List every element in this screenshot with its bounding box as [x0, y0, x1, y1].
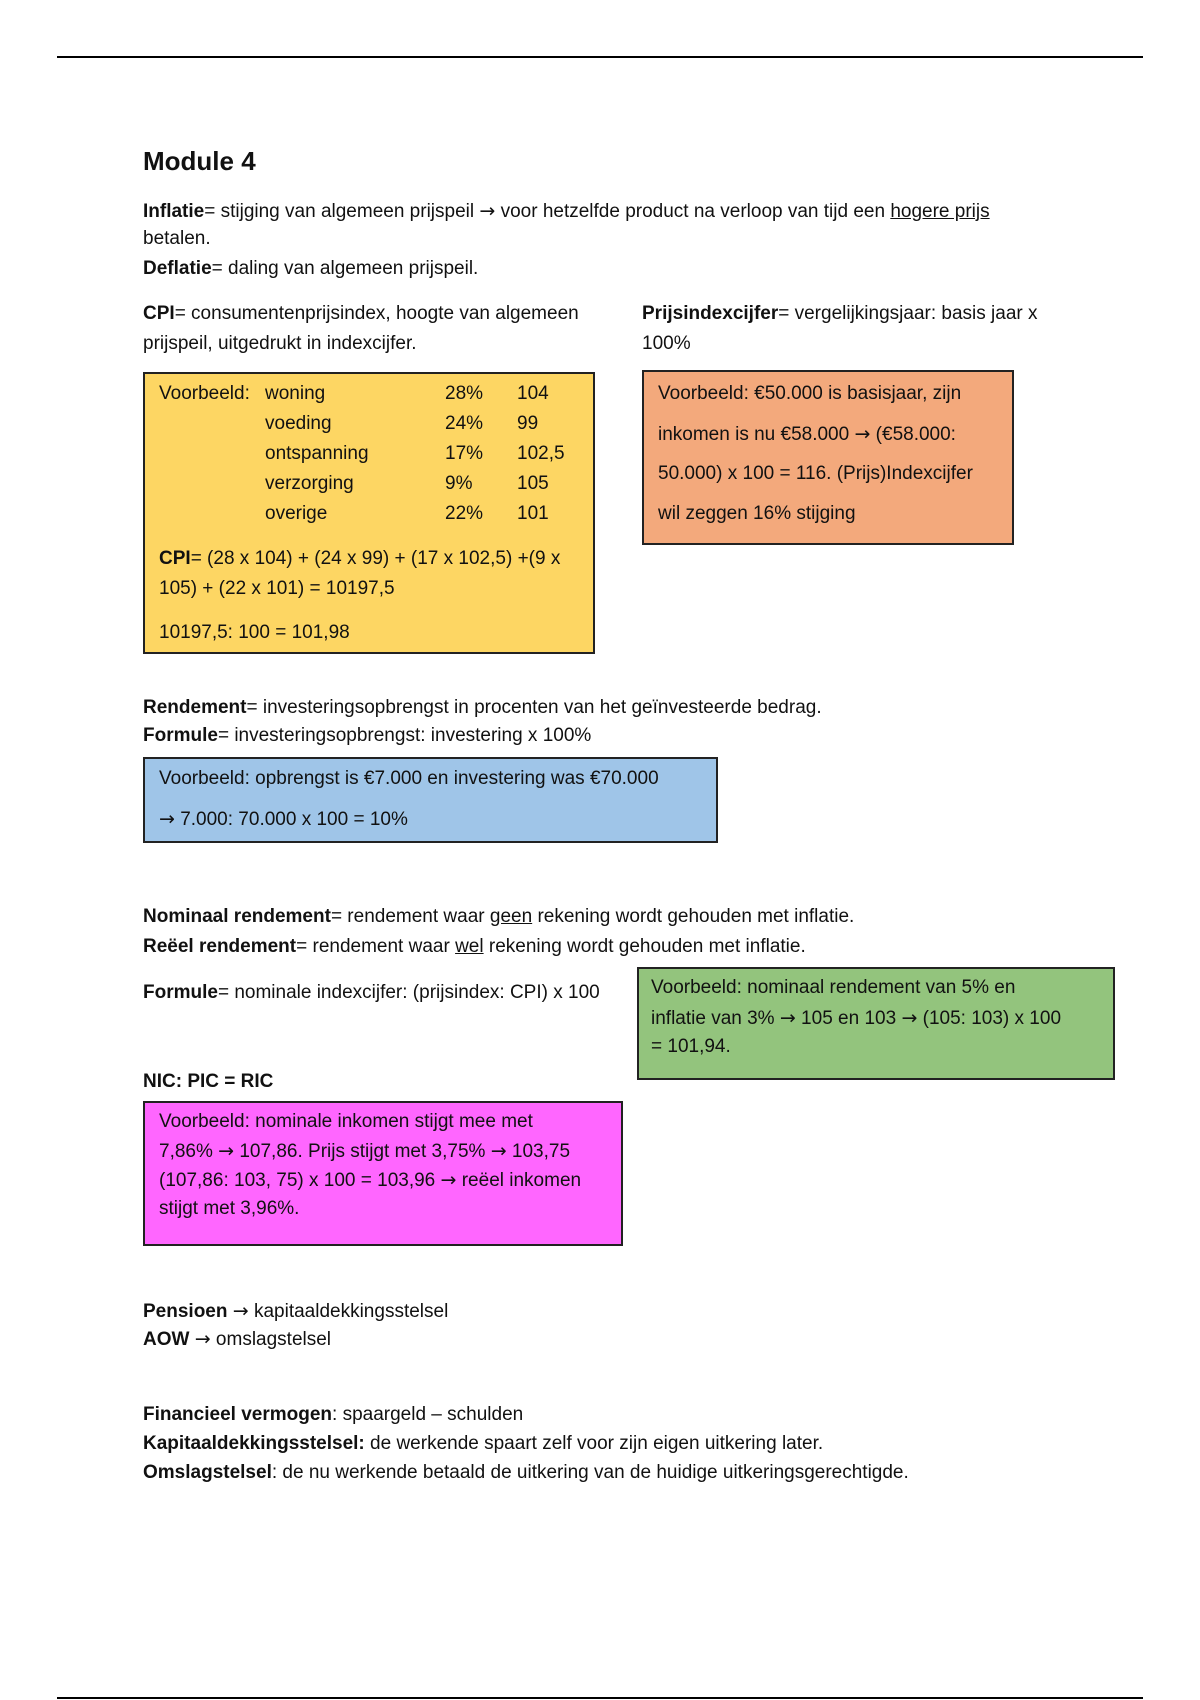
inflatie-underlined: hogere prijs	[890, 201, 990, 222]
pensioen-line	[143, 1297, 448, 1326]
formule2-def: = nominale indexcijfer: (prijsindex: CPI) x 100	[217, 982, 600, 1003]
green-example-box	[637, 967, 1115, 1080]
row-item: ontspanning	[265, 443, 369, 464]
prijsindex-ex-line-2	[658, 414, 956, 455]
rendement-ex-2: 7.000: 70.000 x 100 = 10%	[174, 809, 408, 830]
nominaal-def-b: rekening wordt gehouden met inflatie.	[532, 906, 855, 927]
cpi-example-box	[143, 372, 595, 654]
pink-ex-line-2	[159, 1136, 570, 1167]
rendement-line	[143, 694, 822, 722]
arrow-icon: →	[159, 808, 175, 830]
inflatie-term: Inflatie	[143, 201, 205, 222]
arrow-icon: →	[479, 200, 496, 222]
rendement-example-box	[143, 757, 718, 843]
row-pct: 28%	[445, 383, 484, 404]
cpi-term: CPI	[143, 303, 175, 324]
arrow-icon: →	[232, 1300, 249, 1322]
cpi-result: 10197,5: 100 = 101,98	[159, 622, 350, 643]
financieel-line	[143, 1401, 523, 1429]
kapitaal-line	[143, 1430, 823, 1458]
nominaal-term: Nominaal rendement	[143, 906, 331, 927]
pink-ex-line-3	[159, 1165, 581, 1196]
row-item: overige	[265, 503, 328, 524]
row-pct: 9%	[445, 473, 473, 494]
rendement-formula-line	[143, 722, 591, 750]
arrow-icon: →	[901, 1007, 918, 1029]
pink-ex-2c: 103,75	[506, 1141, 571, 1162]
deflatie-line	[143, 255, 478, 283]
cpi-calc-2: 105) + (22 x 101) = 10197,5	[159, 578, 395, 599]
table-row	[159, 502, 577, 532]
rendement-ex-line-2	[159, 799, 408, 840]
financieel-def: : spaargeld – schulden	[332, 1404, 524, 1425]
green-ex-line-1: Voorbeeld: nominaal rendement van 5% en	[651, 977, 1016, 998]
aow-def: omslagstelsel	[210, 1329, 332, 1350]
rendement-term: Rendement	[143, 697, 247, 718]
prijsindex-line-2: 100%	[642, 333, 691, 354]
prijsindex-example-box	[642, 370, 1014, 545]
prijsindex-term: Prijsindexcijfer	[642, 303, 779, 324]
cpi-calc-1	[159, 544, 560, 574]
prijsindex-line-1	[642, 300, 1038, 328]
reeel-term: Reëel rendement	[143, 936, 297, 957]
omslag-term: Omslagstelsel	[143, 1462, 272, 1483]
deflatie-term: Deflatie	[143, 258, 212, 279]
arrow-icon: →	[218, 1140, 235, 1162]
cpi-calc-line-1: = (28 x 104) + (24 x 99) + (17 x 102,5) +(9 x	[190, 548, 561, 569]
pink-example-box	[143, 1101, 623, 1246]
prijsindex-ex-line-4: wil zeggen 16% stijging	[658, 503, 856, 524]
green-ex-2b: 105 en 103	[795, 1008, 902, 1029]
nominaal-def-a: = rendement waar	[330, 906, 490, 927]
reeel-line	[143, 933, 806, 961]
prijsindex-ex-line-1: Voorbeeld: €50.000 is basisjaar, zijn	[658, 383, 962, 404]
cpi-example-label: Voorbeeld:	[159, 383, 250, 404]
cpi-def-1: = consumentenprijsindex, hoogte van algemeen	[174, 303, 579, 324]
nominaal-underlined: geen	[489, 906, 533, 927]
arrow-icon: →	[194, 1328, 211, 1350]
inflatie-def-b: voor hetzelfde product na verloop van tijd een	[495, 201, 891, 222]
row-item: voeding	[265, 413, 332, 434]
aow-line	[143, 1325, 331, 1354]
pink-ex-line-1: Voorbeeld: nominale inkomen stijgt mee met	[159, 1111, 533, 1132]
row-pct: 22%	[445, 503, 484, 524]
omslag-def: : de nu werkende betaald de uitkering van de huidige uitkeringsgerechtigde.	[271, 1462, 909, 1483]
formule2-line	[143, 979, 600, 1007]
row-item: verzorging	[265, 473, 354, 494]
rendement-formula: = investeringsopbrengst: investering x 100%	[217, 725, 592, 746]
rendement-ex-line-1: Voorbeeld: opbrengst is €7.000 en investering was €70.000	[159, 768, 659, 789]
aow-term: AOW	[143, 1329, 190, 1350]
table-row	[159, 382, 577, 412]
nominaal-line	[143, 903, 854, 931]
row-index: 99	[517, 413, 539, 434]
reeel-def-b: rekening wordt gehouden met inflatie.	[483, 936, 806, 957]
green-ex-line-3: = 101,94.	[651, 1036, 731, 1057]
pink-ex-2b: 107,86. Prijs stijgt met 3,75%	[234, 1141, 491, 1162]
omslag-line	[143, 1459, 909, 1487]
row-index: 102,5	[517, 443, 565, 464]
pink-ex-line-4: stijgt met 3,96%.	[159, 1198, 300, 1219]
inflatie-line	[143, 197, 990, 226]
pink-ex-3a: (107,86: 103, 75) x 100 = 103,96	[159, 1170, 441, 1191]
cpi-table	[159, 382, 577, 532]
page-title: Module 4	[143, 146, 256, 176]
prijsindex-ex-line-3: 50.000) x 100 = 116. (Prijs)Indexcijfer	[658, 463, 973, 484]
formule2-term: Formule	[143, 982, 218, 1003]
nic-formula: NIC: PIC = RIC	[143, 1071, 274, 1092]
reeel-underlined: wel	[455, 936, 484, 957]
kapitaal-def: de werkende spaart zelf voor zijn eigen uitkering later.	[364, 1433, 824, 1454]
top-rule	[57, 56, 1143, 58]
formula-term: Formule	[143, 725, 218, 746]
row-index: 104	[517, 383, 549, 404]
prijsindex-ex-2a: inkomen is nu €58.000	[658, 424, 855, 445]
prijsindex-ex-2b: (€58.000:	[870, 424, 956, 445]
table-row	[159, 472, 577, 502]
arrow-icon: →	[779, 1007, 796, 1029]
green-ex-line-2	[651, 1003, 1061, 1034]
pensioen-term: Pensioen	[143, 1301, 228, 1322]
kapitaal-term: Kapitaaldekkingsstelsel:	[143, 1433, 365, 1454]
row-item: woning	[265, 383, 326, 404]
pink-ex-3b: reëel inkomen	[456, 1170, 582, 1191]
arrow-icon: →	[490, 1140, 507, 1162]
rendement-def: = investeringsopbrengst in procenten van het geïnvesteerde bedrag.	[246, 697, 822, 718]
row-index: 101	[517, 503, 549, 524]
cpi-calc-term: CPI	[159, 548, 191, 569]
reeel-def-a: = rendement waar	[296, 936, 456, 957]
prijsindex-def-1: = vergelijkingsjaar: basis jaar x	[778, 303, 1038, 324]
inflatie-line-2: betalen.	[143, 228, 211, 249]
green-ex-2a: inflatie van 3%	[651, 1008, 780, 1029]
financieel-term: Financieel vermogen	[143, 1404, 333, 1425]
inflatie-def-a: = stijging van algemeen prijspeil	[204, 201, 480, 222]
deflatie-def: = daling van algemeen prijspeil.	[211, 258, 479, 279]
cpi-line-2: prijspeil, uitgedrukt in indexcijfer.	[143, 333, 417, 354]
row-pct: 24%	[445, 413, 484, 434]
row-index: 105	[517, 473, 549, 494]
table-row	[159, 412, 577, 442]
arrow-icon: →	[854, 423, 871, 445]
row-pct: 17%	[445, 443, 484, 464]
arrow-icon: →	[440, 1169, 457, 1191]
table-row	[159, 442, 577, 472]
cpi-line-1	[143, 300, 579, 328]
pensioen-def: kapitaaldekkingsstelsel	[248, 1301, 449, 1322]
bottom-rule	[57, 1697, 1143, 1699]
green-ex-2c: (105: 103) x 100	[917, 1008, 1062, 1029]
pink-ex-2a: 7,86%	[159, 1141, 219, 1162]
